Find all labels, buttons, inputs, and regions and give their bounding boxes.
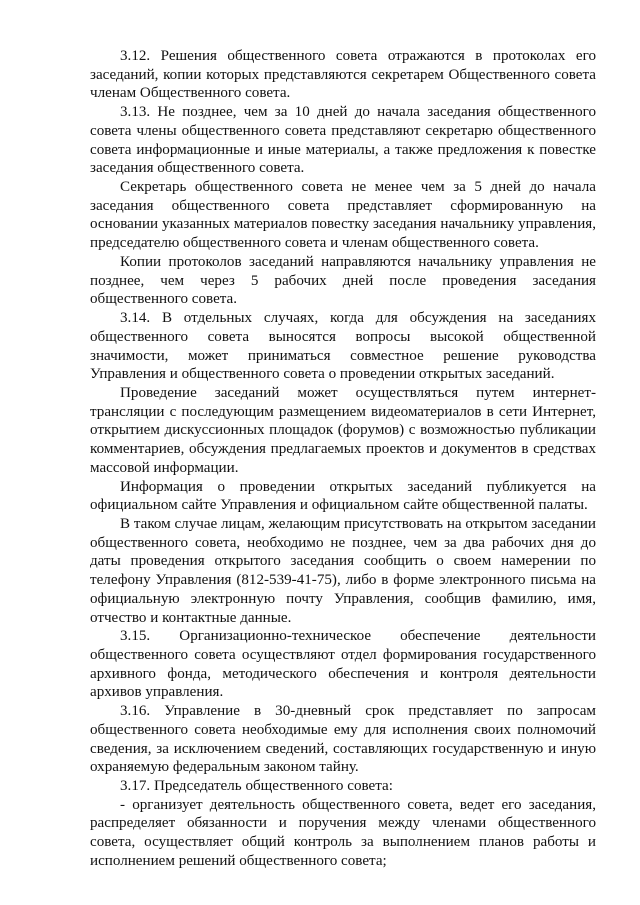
paragraph-publication-info: Информация о проведении открытых заседаний публикуется на официальном сайте Управления и официальном сайте общественной палаты. — [90, 478, 596, 514]
paragraph-secretary-agenda: Секретарь общественного совета не менее чем за 5 дней до начала заседания общественного совета представляет сформированную на основании указанных материалов повестку заседания начальнику управления, председателю общественного совета и членам общественного совета. — [90, 179, 596, 252]
paragraph-3-13: 3.13. Не позднее, чем за 10 дней до начала заседания общественного совета члены общественного совета представляют секретарю общественного совета информационные и иные материалы, а также предложения к повестке заседания общественного совета. — [90, 104, 596, 177]
paragraph-chairman-duties: - организует деятельность общественного совета, ведет его заседания, распределяет обязанности и поручения между членами общественного совета, осуществляет общий контроль за выполнением планов работы и исполнением решений общественного совета; — [90, 796, 596, 869]
paragraph-3-14: 3.14. В отдельных случаях, когда для обсуждения на заседаниях общественного совета выносятся вопросы высокой общественной значимости, может приниматься совместное решение руководства Управления и общественного совета о проведении открытых заседаний. — [90, 310, 596, 383]
paragraph-3-12: 3.12. Решения общественного совета отражаются в протоколах его заседаний, копии которых представляются секретарем Общественного совета членам Общественного совета. — [90, 48, 596, 102]
paragraph-3-15: 3.15. Организационно-техническое обеспечение деятельности общественного совета осуществляют отдел формирования государственного архивного фонда, методического обеспечения и контроля деятельности архивов управления. — [90, 628, 596, 701]
document-page — [90, 47, 596, 871]
paragraph-3-17: 3.17. Председатель общественного совета: — [120, 778, 393, 795]
paragraph-attendance-request: В таком случае лицам, желающим присутствовать на открытом заседании общественного совета, необходимо не позднее, чем за два рабочих дня до даты проведения открытого заседания сообщить о своем намерении по телефону Управления (812-539-41-75), либо в форме электронного письма на официальную электронную почту Управления, сообщив фамилию, имя, отчество и контактные данные. — [90, 515, 596, 626]
paragraph-internet-broadcast: Проведение заседаний может осуществляться путем интернет-трансляции с последующим размещением видеоматериалов в сети Интернет, открытием дискуссионных площадок (форумов) с возможностью публикации комментариев, обсуждения предлагаемых проектов и документов в средствах массовой информации. — [90, 384, 596, 476]
paragraph-protocol-copies: Копии протоколов заседаний направляются начальнику управления не позднее, чем через 5 рабочих дней после проведения заседания общественного совета. — [90, 253, 596, 308]
paragraph-3-16: 3.16. Управление в 30-дневный срок представляет по запросам общественного совета необходимые ему для исполнения своих полномочий сведения, за исключением сведений, составляющих государственную и иную охраняемую федеральным законом тайну. — [90, 703, 596, 776]
